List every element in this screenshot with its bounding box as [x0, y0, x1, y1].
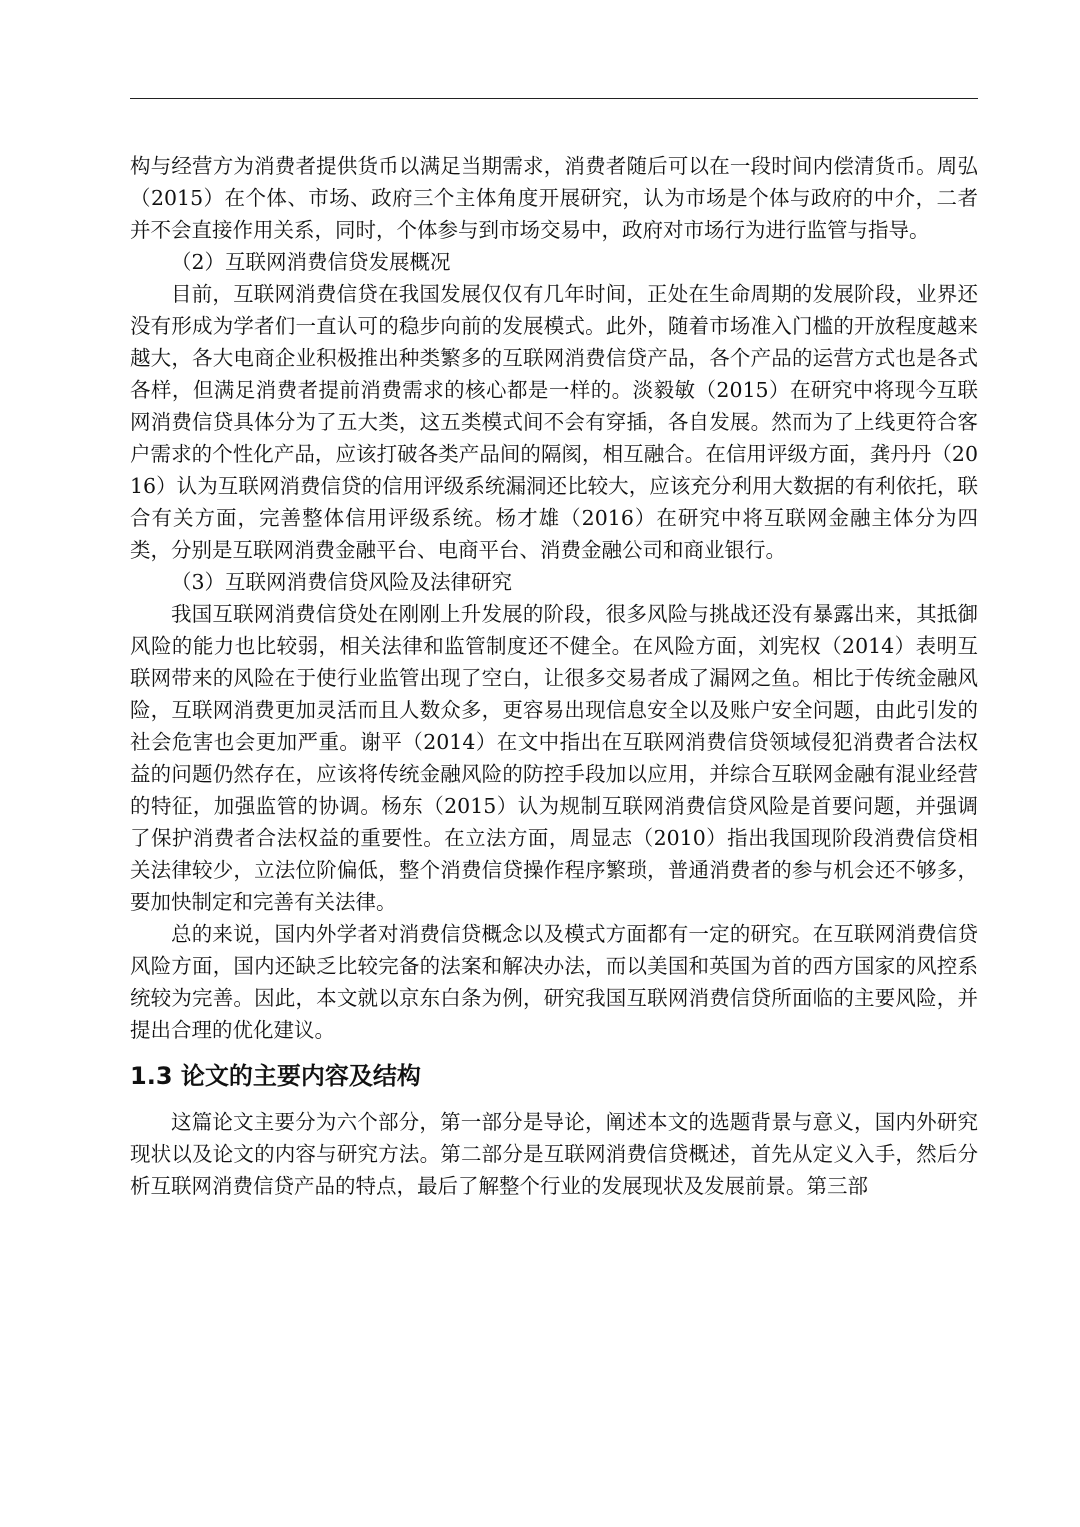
- paragraph-development: 目前，互联网消费信贷在我国发展仅仅有几年时间，正处在生命周期的发展阶段，业界还没有形成为学者们一直认可的稳步向前的发展模式。此外，随着市场准入门槛的开放程度越来越大，各大电商企业积极推出种类繁多的互联网消费信贷产品，各个产品的运营方式也是各式各样，但满足消费者提前消费需求的核心都是一样的。淡毅敏（2015）在研究中将现今互联网消费信贷具体分为了五大类，这五类模式间不会有穿插，各自发展。然而为了上线更符合客户需求的个性化产品，应该打破各类产品间的隔阂，相互融合。在信用评级方面，龚丹丹（2016）认为互联网消费信贷的信用评级系统漏洞还比较大，应该充分利用大数据的有利依托，联合有关方面，完善整体信用评级系统。杨才雄（2016）在研究中将互联网金融主体分为四类，分别是互联网消费金融平台、电商平台、消费金融公司和商业银行。: [130, 282, 978, 562]
- subheading-risk-and-law: （3）互联网消费信贷风险及法律研究: [171, 570, 513, 594]
- subheading-development-overview: （2）互联网消费信贷发展概况: [171, 250, 451, 274]
- header-rule: [130, 98, 978, 99]
- paragraph-risk: 我国互联网消费信贷处在刚刚上升发展的阶段，很多风险与挑战还没有暴露出来，其抵御风险的能力也比较弱，相关法律和监管制度还不健全。在风险方面，刘宪权（2014）表明互联网带来的风险在于使行业监管出现了空白，让很多交易者成了漏网之鱼。相比于传统金融风险，互联网消费更加灵活而且人数众多，更容易出现信息安全以及账户安全问题，由此引发的社会危害也会更加严重。谢平（2014）在文中指出在互联网消费信贷领域侵犯消费者合法权益的问题仍然存在，应该将传统金融风险的防控手段加以应用，并综合互联网金融有混业经营的特征，加强监管的协调。杨东（2015）认为规制互联网消费信贷风险是首要问题，并强调了保护消费者合法权益的重要性。在立法方面，周显志（2010）指出我国现阶段消费信贷相关法律较少，立法位阶偏低，整个消费信贷操作程序繁琐，普通消费者的参与机会还不够多，要加快制定和完善有关法律。: [130, 602, 978, 914]
- section-title: 1.3 论文的主要内容及结构: [130, 1062, 421, 1090]
- document-body: [130, 150, 978, 1202]
- paragraph-structure: 这篇论文主要分为六个部分，第一部分是导论，阐述本文的选题背景与意义，国内外研究现状以及论文的内容与研究方法。第二部分是互联网消费信贷概述，首先从定义入手，然后分析互联网消费信贷产品的特点，最后了解整个行业的发展现状及发展前景。第三部: [130, 1110, 978, 1198]
- paragraph-summary: 总的来说，国内外学者对消费信贷概念以及模式方面都有一定的研究。在互联网消费信贷风险方面，国内还缺乏比较完备的法案和解决办法，而以美国和英国为首的西方国家的风控系统较为完善。因此，本文就以京东白条为例，研究我国互联网消费信贷所面临的主要风险，并提出合理的优化建议。: [130, 922, 978, 1042]
- paragraph-continuation: 构与经营方为消费者提供货币以满足当期需求，消费者随后可以在一段时间内偿清货币。周弘（2015）在个体、市场、政府三个主体角度开展研究，认为市场是个体与政府的中介，二者并不会直接作用关系，同时，个体参与到市场交易中，政府对市场行为进行监管与指导。: [130, 154, 978, 242]
